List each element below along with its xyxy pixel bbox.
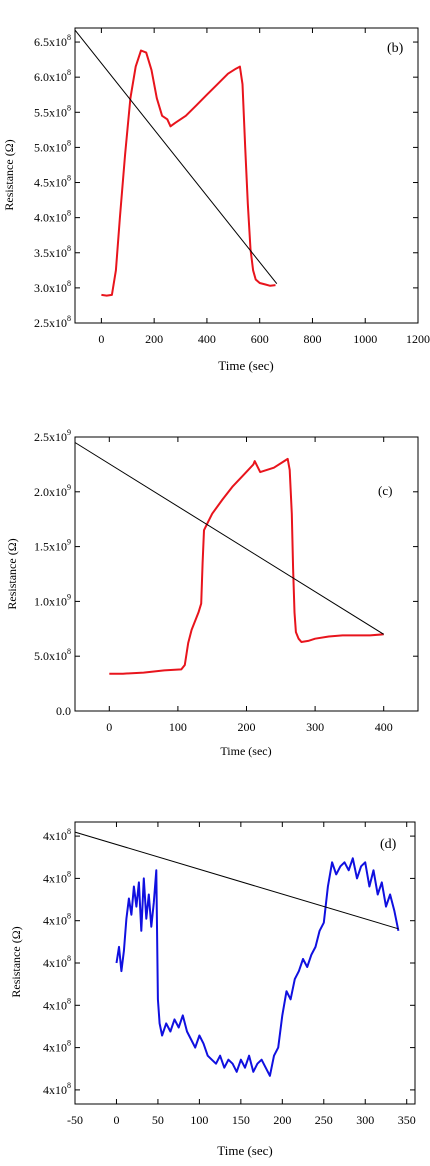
y-tick-label: $2.0x10^9$ xyxy=(34,482,71,499)
x-tick-label: 150 xyxy=(231,1113,250,1127)
y-tick-label: $1.0x10^9$ xyxy=(34,592,71,609)
y-tick-label: $6.0x10^8$ xyxy=(34,68,71,85)
y-tick-label: $4x10^8$ xyxy=(43,1080,71,1097)
x-tick-label: 200 xyxy=(237,720,256,734)
x-tick-label: 200 xyxy=(145,332,164,346)
x-tick-label: 0 xyxy=(98,332,105,346)
y-tick-labels xyxy=(34,428,71,718)
y-tick-label: $4x10^8$ xyxy=(43,827,71,844)
y-tick-label: $3.5x10^8$ xyxy=(34,243,71,260)
x-tick-label: 350 xyxy=(397,1113,416,1127)
series-group xyxy=(75,30,277,296)
y-tick-label: $4x10^8$ xyxy=(43,1038,71,1055)
y-axis-label: Resistance (Ω) xyxy=(9,926,23,998)
x-tick-label: 400 xyxy=(197,332,216,346)
x-tick-label: 1000 xyxy=(353,332,378,346)
y-tick-label: $6.5x10^8$ xyxy=(34,33,71,50)
data-series-line xyxy=(109,459,383,674)
y-tick-label: $4x10^8$ xyxy=(43,869,71,886)
y-tick-label: $5.5x10^8$ xyxy=(34,103,71,120)
y-axis-label: Resistance (Ω) xyxy=(5,538,19,610)
panel-label: (c) xyxy=(378,483,393,498)
y-tick-label: $5.0x10^8$ xyxy=(34,138,71,155)
panel-label: (d) xyxy=(380,837,397,852)
plot-frame xyxy=(75,437,418,711)
x-tick-label: 400 xyxy=(374,720,393,734)
y-tick-label: $4.0x10^8$ xyxy=(34,208,71,225)
x-tick-label: 300 xyxy=(356,1113,375,1127)
x-tick-label: -50 xyxy=(67,1113,83,1127)
x-tick-label: 0 xyxy=(106,720,113,734)
reference-line xyxy=(75,832,398,929)
x-tick-label: 300 xyxy=(306,720,325,734)
y-tick-label: $3.0x10^8$ xyxy=(34,278,71,295)
x-tick-label: 600 xyxy=(250,332,269,346)
y-tick-label: 0.0 xyxy=(56,704,71,718)
x-tick-label: 800 xyxy=(303,332,322,346)
x-tick-label: 100 xyxy=(190,1113,209,1127)
y-tick-label: $1.5x10^9$ xyxy=(34,537,71,554)
y-tick-label: $2.5x10^9$ xyxy=(34,428,71,444)
y-tick-labels xyxy=(34,33,71,330)
chart-panel-c xyxy=(5,428,418,758)
x-axis-label: Time (sec) xyxy=(217,1143,273,1158)
reference-line xyxy=(75,443,384,635)
y-tick-label: $5.0x10^8$ xyxy=(34,647,71,664)
y-axis-label: Resistance (Ω) xyxy=(2,139,16,211)
panel-label: (b) xyxy=(387,41,404,56)
x-axis-label: Time (sec) xyxy=(220,744,272,758)
data-series-line xyxy=(117,858,399,1076)
y-tick-label: $4x10^8$ xyxy=(43,954,71,970)
series-group xyxy=(75,832,398,1076)
y-tick-labels xyxy=(43,827,71,1097)
x-tick-labels xyxy=(67,1113,416,1127)
x-tick-label: 100 xyxy=(168,720,187,734)
chart-panel-b xyxy=(2,28,430,373)
x-tick-label: 200 xyxy=(273,1113,292,1127)
y-tick-label: $4.5x10^8$ xyxy=(34,173,71,190)
x-tick-label: 0 xyxy=(113,1113,120,1127)
x-tick-labels xyxy=(98,332,430,346)
series-group xyxy=(75,443,384,674)
x-tick-label: 250 xyxy=(314,1113,333,1127)
axis-ticks xyxy=(75,437,418,711)
y-tick-label: $4x10^8$ xyxy=(43,911,71,928)
y-tick-label: $2.5x10^8$ xyxy=(34,314,71,330)
x-tick-labels xyxy=(106,720,392,734)
chart-panel-d xyxy=(9,822,416,1158)
x-tick-label: 1200 xyxy=(406,332,430,346)
x-tick-label: 50 xyxy=(151,1113,164,1127)
x-axis-label: Time (sec) xyxy=(218,358,274,373)
y-tick-label: $4x10^8$ xyxy=(43,996,71,1013)
